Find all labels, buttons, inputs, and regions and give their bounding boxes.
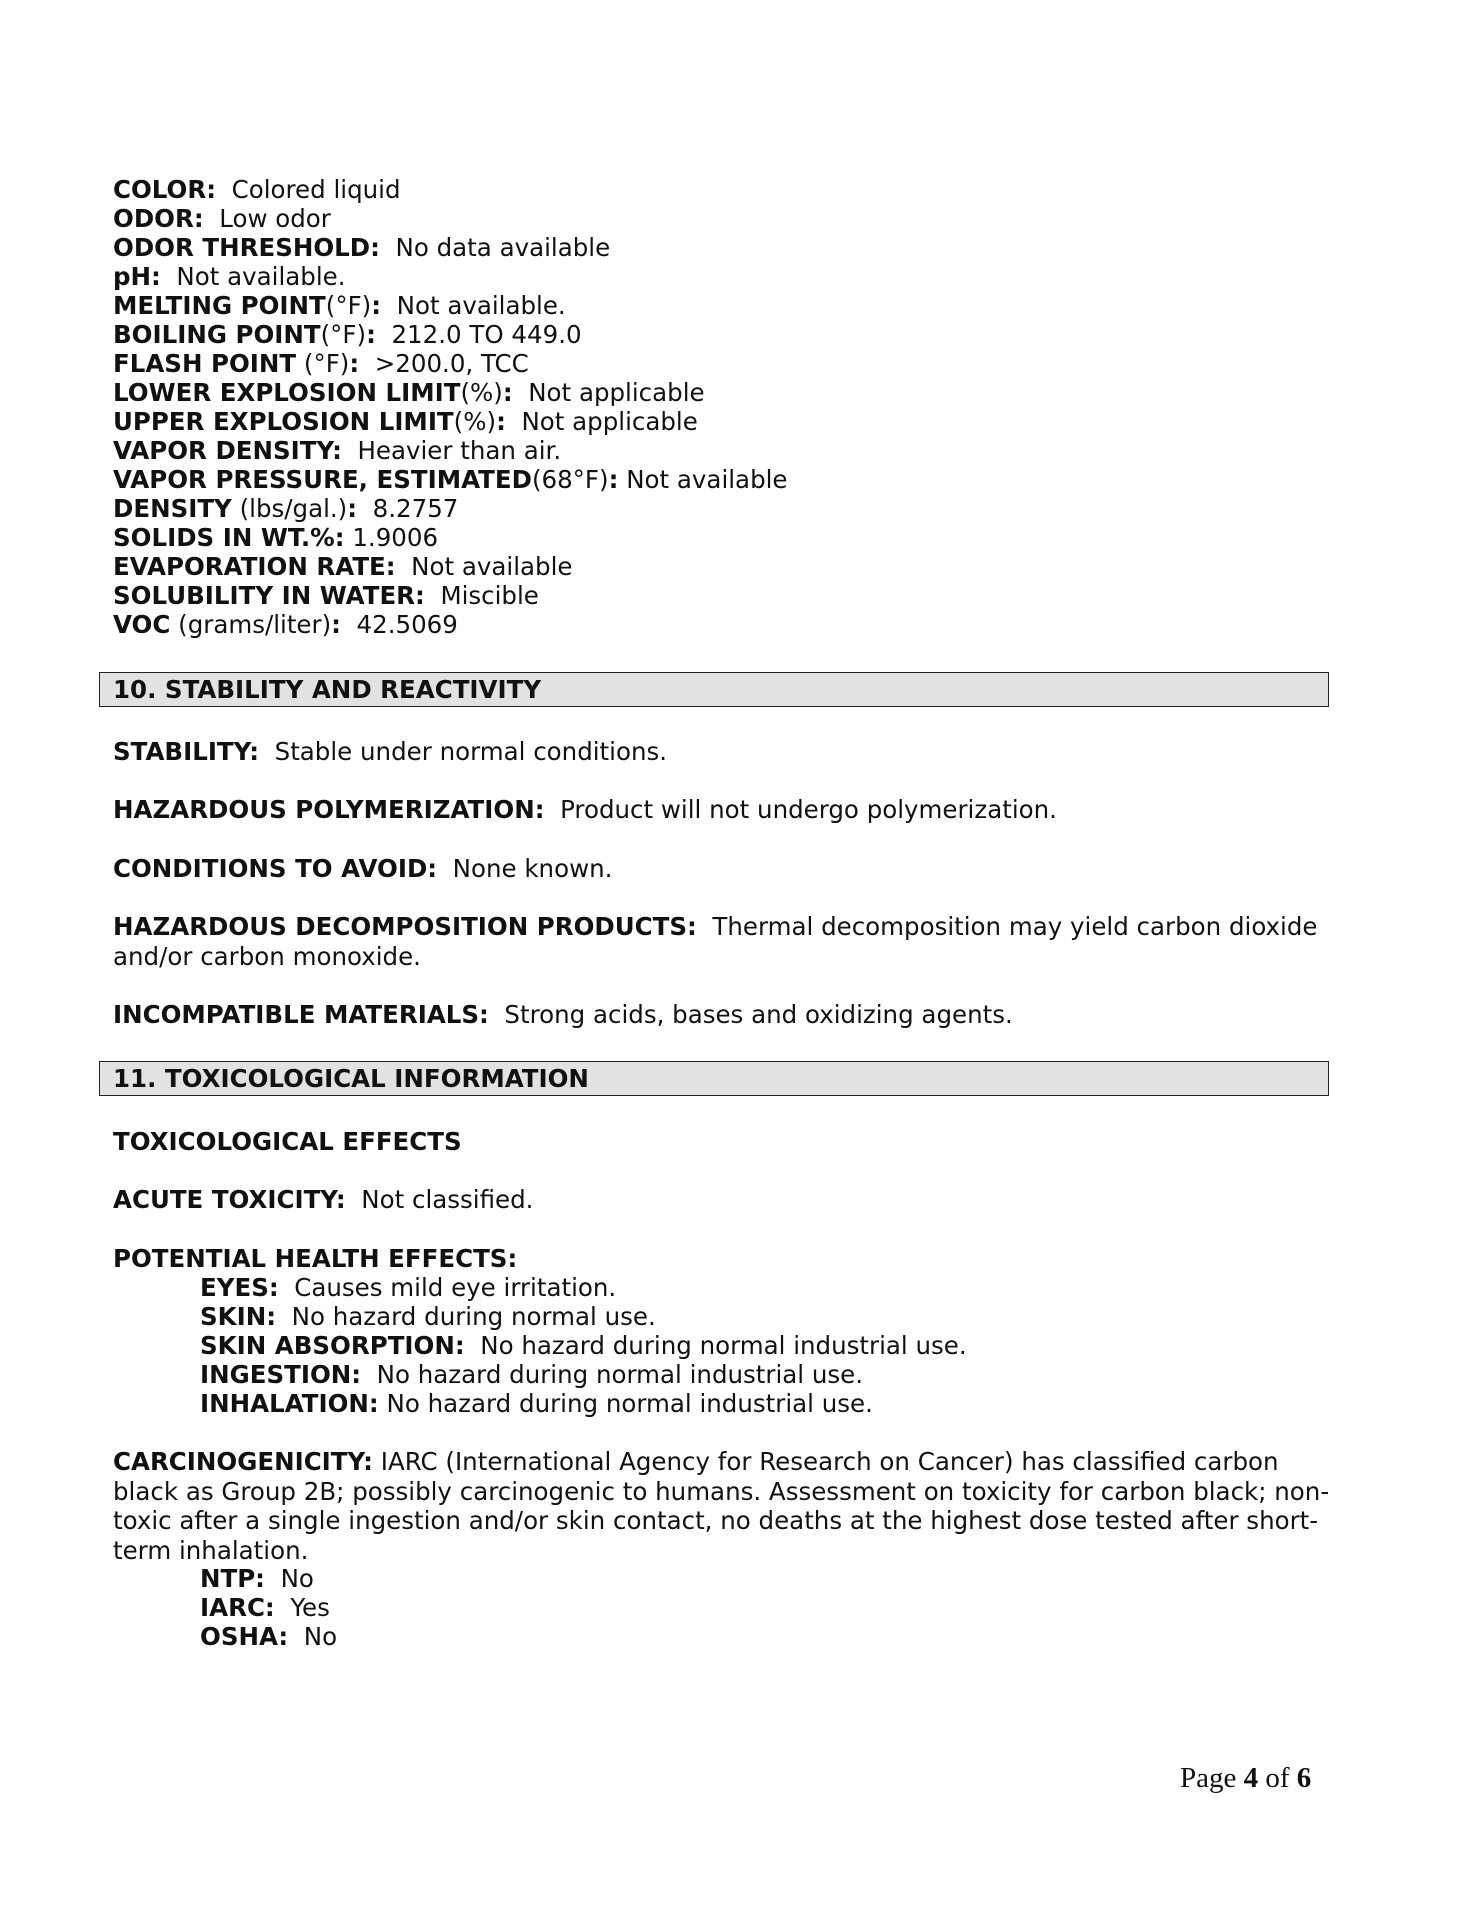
carcinogenicity-paragraph: CARCINOGENICITY: IARC (International Agency for Research on Cancer) has classified carbon black as Group 2B; possibly carcinogenic to humans. Assessment on toxicity for carbon black; non-toxic after a single ingestion and/or skin contact, no deaths at the highest dose tested after short-term inhalation. xyxy=(113,1447,1330,1565)
property-row: SOLUBILITY IN WATER: Miscible xyxy=(113,581,539,610)
property-row: MELTING POINT(°F): Not available. xyxy=(113,291,566,320)
property-row: VOC (grams/liter): 42.5069 xyxy=(113,610,458,639)
property-row: ODOR THRESHOLD: No data available xyxy=(113,233,611,262)
health-effect-row: EYES: Causes mild eye irritation. xyxy=(200,1273,617,1302)
decomposition-paragraph: HAZARDOUS DECOMPOSITION PRODUCTS: Thermal decomposition may yield carbon dioxide and/or carbon monoxide. xyxy=(113,912,1318,971)
listing-row: NTP: No xyxy=(200,1564,314,1593)
property-row: LOWER EXPLOSION LIMIT(%): Not applicable xyxy=(113,378,705,407)
property-row: VAPOR DENSITY: Heavier than air. xyxy=(113,436,562,465)
health-effect-row: SKIN: No hazard during normal use. xyxy=(200,1302,656,1331)
health-effect-row: INHALATION: No hazard during normal industrial use. xyxy=(200,1389,873,1418)
conditions-row: CONDITIONS TO AVOID: None known. xyxy=(113,854,613,883)
health-effect-row: INGESTION: No hazard during normal industrial use. xyxy=(200,1360,864,1389)
property-row: BOILING POINT(°F): 212.0 TO 449.0 xyxy=(113,320,582,349)
acute-toxicity-row: ACUTE TOXICITY: Not classified. xyxy=(113,1185,534,1214)
page-number: Page 4 of 6 xyxy=(1180,1762,1312,1794)
property-row: VAPOR PRESSURE, ESTIMATED(68°F): Not available xyxy=(113,465,788,494)
stability-row: STABILITY: Stable under normal conditions. xyxy=(113,737,668,766)
section-11-title: 11. TOXICOLOGICAL INFORMATION xyxy=(113,1064,589,1093)
property-row: UPPER EXPLOSION LIMIT(%): Not applicable xyxy=(113,407,698,436)
property-row: ODOR: Low odor xyxy=(113,204,331,233)
polymerization-row: HAZARDOUS POLYMERIZATION: Product will not undergo polymerization. xyxy=(113,795,1057,824)
incompatible-row: INCOMPATIBLE MATERIALS: Strong acids, bases and oxidizing agents. xyxy=(113,1000,1013,1029)
section-11-header xyxy=(99,1061,1329,1096)
property-row: FLASH POINT (°F): >200.0, TCC xyxy=(113,349,529,378)
listing-row: OSHA: No xyxy=(200,1622,338,1651)
health-effect-row: SKIN ABSORPTION: No hazard during normal industrial use. xyxy=(200,1331,967,1360)
health-effects-heading: POTENTIAL HEALTH EFFECTS: xyxy=(113,1244,518,1273)
property-row: DENSITY (lbs/gal.): 8.2757 xyxy=(113,494,459,523)
listing-row: IARC: Yes xyxy=(200,1593,330,1622)
section-10-header xyxy=(99,672,1329,707)
property-row: SOLIDS IN WT.%: 1.9006 xyxy=(113,523,439,552)
property-row: EVAPORATION RATE: Not available xyxy=(113,552,573,581)
section-10-title: 10. STABILITY AND REACTIVITY xyxy=(113,675,542,704)
property-row: pH: Not available. xyxy=(113,262,346,291)
toxicological-effects-heading: TOXICOLOGICAL EFFECTS xyxy=(113,1127,462,1156)
property-row: COLOR: Colored liquid xyxy=(113,175,401,204)
